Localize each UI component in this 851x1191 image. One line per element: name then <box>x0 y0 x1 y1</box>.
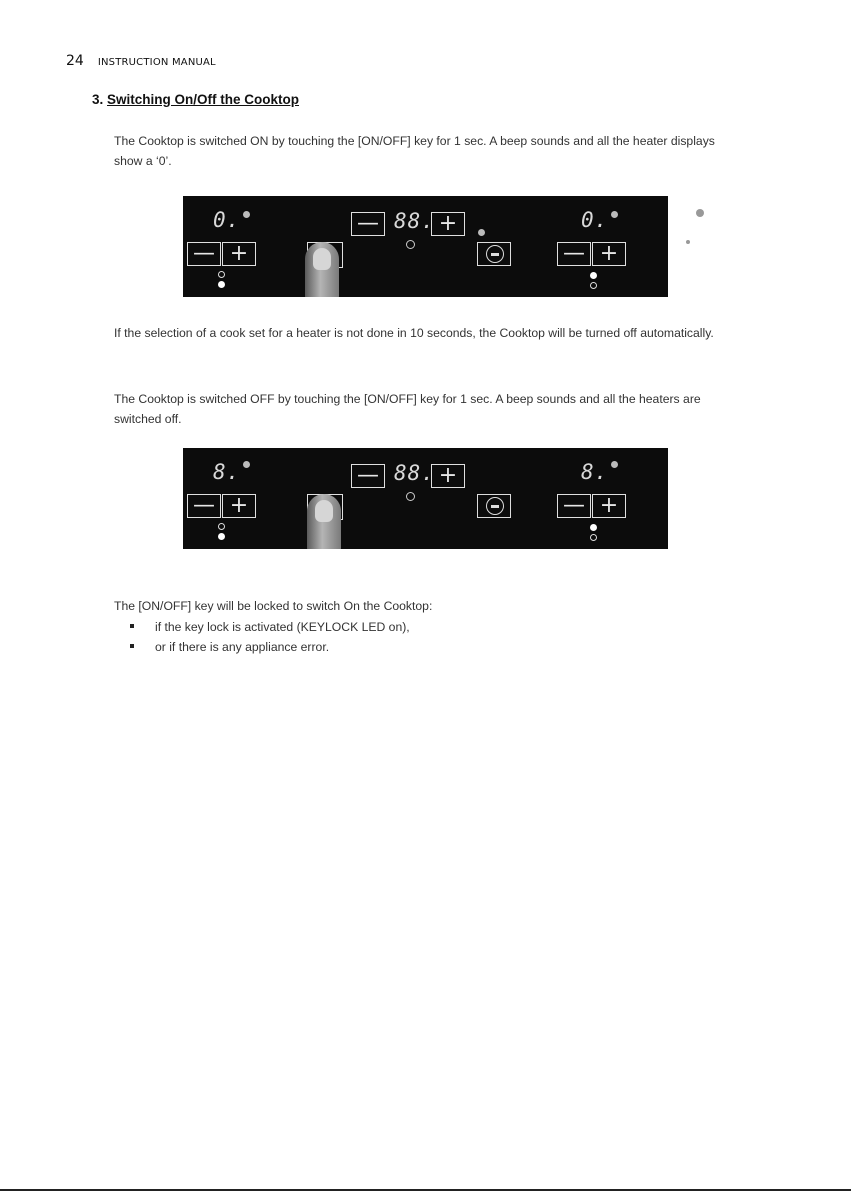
timer-minus-button[interactable]: — <box>351 212 385 236</box>
left-heater-display: 8. <box>213 460 241 484</box>
left-plus-button[interactable]: + <box>222 494 256 518</box>
section-number: 3. <box>92 92 104 107</box>
timer-plus-button[interactable]: + <box>431 464 465 488</box>
right-indicator-fill <box>590 524 597 531</box>
keylock-button[interactable] <box>477 494 511 518</box>
paragraph-on-line1: The Cooktop is switched ON by touching the [ON/OFF] key for 1 sec. A beep sounds and all the heater displays <box>114 134 715 148</box>
timer-display: 88. <box>394 461 435 485</box>
paragraph-on-line2: show a ‘0’. <box>114 154 172 168</box>
paragraph-off-line2: switched off. <box>114 412 182 426</box>
left-indicator-fill <box>218 281 225 288</box>
right-indicator-fill <box>590 272 597 279</box>
page-number: 24 <box>66 53 84 69</box>
control-panel-on <box>183 196 668 297</box>
left-indicator-fill <box>218 533 225 540</box>
timer-display: 88. <box>394 209 435 233</box>
paragraph-off-line1: The Cooktop is switched OFF by touching the [ON/OFF] key for 1 sec. A beep sounds and all the heaters are <box>114 392 701 406</box>
left-heater-led <box>243 461 250 468</box>
page-header <box>66 53 216 69</box>
right-heater-display: 0. <box>581 208 609 232</box>
right-indicator-ring <box>590 534 597 541</box>
paragraph-lock-intro: The [ON/OFF] key will be locked to switch On the Cooktop: <box>114 599 433 613</box>
right-heater-led <box>611 461 618 468</box>
right-heater-led <box>611 211 618 218</box>
control-panel-off <box>183 448 668 549</box>
timer-plus-button[interactable]: + <box>431 212 465 236</box>
right-heater-display: 8. <box>581 460 609 484</box>
list-item <box>130 617 410 637</box>
timer-clock-icon <box>406 492 415 501</box>
list-item <box>130 637 410 657</box>
section-title: Switching On/Off the Cooktop <box>107 92 300 107</box>
list-item-text: if the key lock is activated (KEYLOCK LED on), <box>155 620 410 634</box>
keylock-led <box>478 229 485 236</box>
right-minus-button[interactable]: — <box>557 242 591 266</box>
keylock-button[interactable] <box>477 242 511 266</box>
left-heater-led <box>243 211 250 218</box>
paragraph-auto-off: If the selection of a cook set for a heater is not done in 10 seconds, the Cooktop will be turned off automatically. <box>114 326 714 340</box>
finger-press-icon <box>305 242 339 297</box>
timer-clock-icon <box>406 240 415 249</box>
finger-press-icon <box>307 494 341 549</box>
right-plus-button[interactable]: + <box>592 242 626 266</box>
left-minus-button[interactable]: — <box>187 242 221 266</box>
side-dot-small <box>686 240 690 244</box>
left-indicator-ring <box>218 523 225 530</box>
left-plus-button[interactable]: + <box>222 242 256 266</box>
timer-minus-button[interactable]: — <box>351 464 385 488</box>
right-indicator-ring <box>590 282 597 289</box>
right-plus-button[interactable]: + <box>592 494 626 518</box>
left-minus-button[interactable]: — <box>187 494 221 518</box>
side-dot-large <box>696 209 704 217</box>
keylock-icon <box>486 497 504 515</box>
left-indicator-ring <box>218 271 225 278</box>
keylock-icon <box>486 245 504 263</box>
right-minus-button[interactable]: — <box>557 494 591 518</box>
list-item-text: or if there is any appliance error. <box>155 640 330 654</box>
section-heading <box>92 92 299 107</box>
manual-title: INSTRUCTION MANUAL <box>97 57 216 68</box>
lock-conditions-list <box>130 617 410 657</box>
left-heater-display: 0. <box>213 208 241 232</box>
